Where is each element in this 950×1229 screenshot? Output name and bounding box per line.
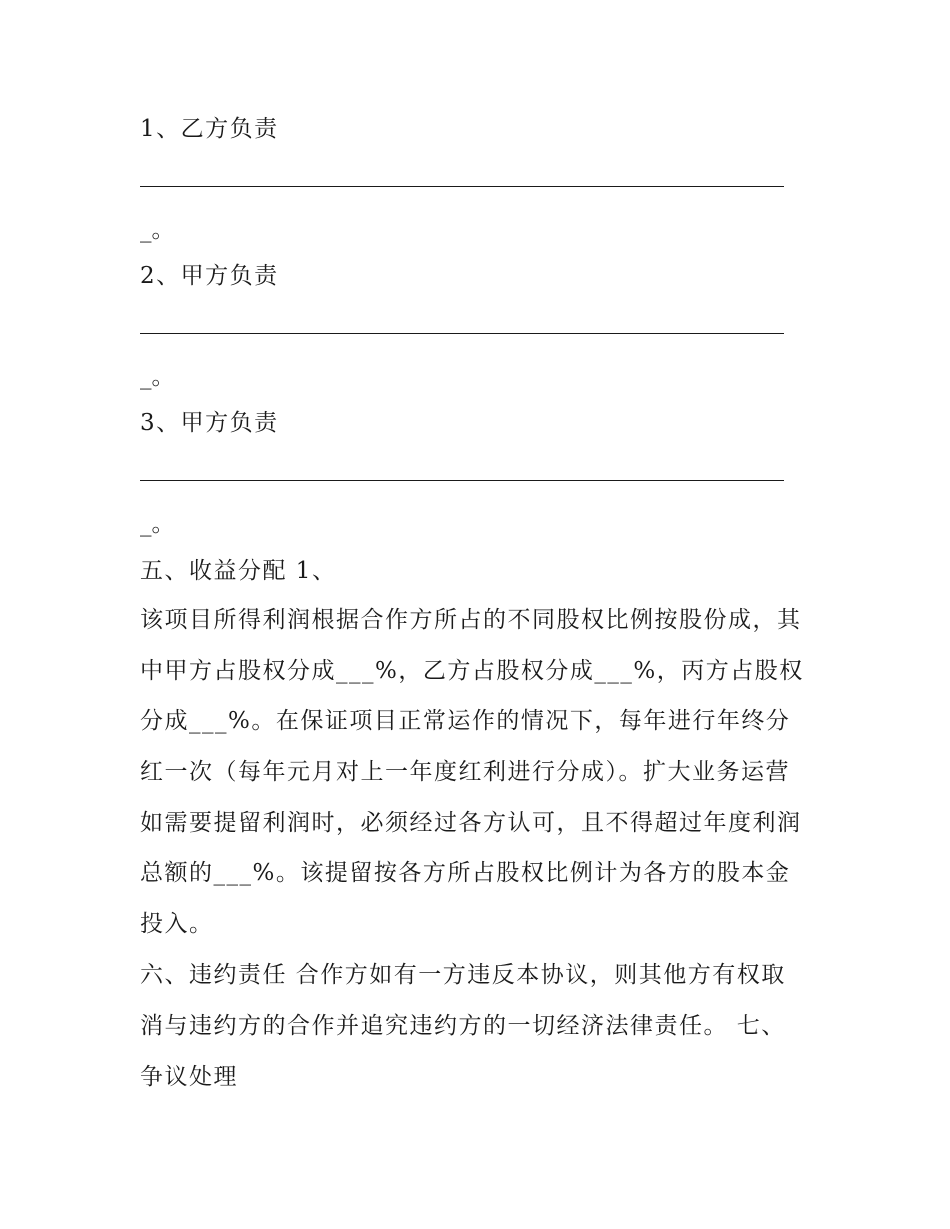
item-3-label: 3、甲方负责 <box>140 410 279 436</box>
section-6-line: 六、违约责任 合作方如有一方违反本协议，则其他方有权取 <box>140 962 786 988</box>
section-5-line: 如需要提留利润时，必须经过各方认可，且不得超过年度利润 <box>140 810 802 836</box>
section-5-line: 总额的___%。该提留按各方所占股权比例计为各方的股本金 <box>140 860 791 886</box>
item-2-blank-line <box>140 333 784 334</box>
item-3-tail: _。 <box>140 511 175 537</box>
section-5-line: 分成___%。在保证项目正常运作的情况下，每年进行年终分 <box>140 708 791 734</box>
item-2-label: 2、甲方负责 <box>140 263 279 289</box>
item-3-blank-line <box>140 480 784 481</box>
item-1-label: 1、乙方负责 <box>140 116 279 142</box>
item-2-tail: _。 <box>140 364 175 390</box>
section-5-line: 投入。 <box>140 911 214 937</box>
item-1-blank-line <box>140 186 784 187</box>
section-6-line: 消与违约方的合作并追究违约方的一切经济法律责任。 七、 <box>140 1013 786 1039</box>
section-7-heading: 争议处理 <box>140 1064 238 1090</box>
section-5-line: 该项目所得利润根据合作方所占的不同股权比例按股份成，其 <box>140 607 802 633</box>
item-1-tail: _。 <box>140 217 175 243</box>
section-5-line: 中甲方占股权分成___%，乙方占股权分成___%，丙方占股权 <box>140 658 804 684</box>
section-5-line: 红一次（每年元月对上一年度红利进行分成）。扩大业务运营 <box>140 759 790 785</box>
section-5-heading: 五、收益分配 1、 <box>140 558 337 584</box>
